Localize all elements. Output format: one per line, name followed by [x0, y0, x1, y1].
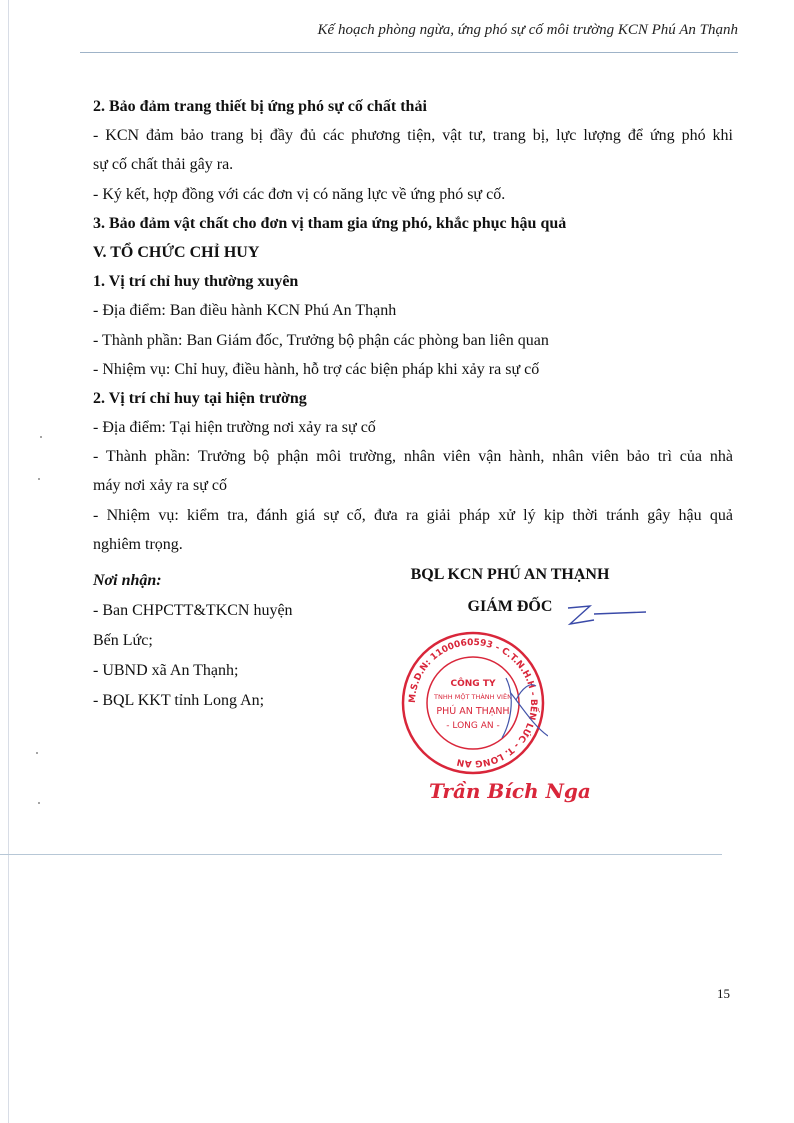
section-heading: 2. Vị trí chỉ huy tại hiện trường — [93, 389, 307, 407]
page-number: 15 — [717, 986, 730, 1001]
initial-mark-icon — [560, 600, 650, 630]
paragraph-line: - Ký kết, hợp đồng với các đơn vị có năng lực về ứng phó sự cố. — [93, 185, 506, 203]
paragraph-line: - Địa điểm: Ban điều hành KCN Phú An Thạnh — [93, 302, 397, 320]
scan-speck — [38, 802, 40, 804]
seal-line: - LONG AN - — [446, 721, 500, 731]
paragraph-line: - Thành phần: Ban Giám đốc, Trưởng bộ phận các phòng ban liên quan — [93, 331, 549, 349]
recipient-item: - Ban CHPCTT&TKCN huyện — [93, 602, 293, 619]
paragraph-line: máy nơi xảy ra sự cố — [93, 477, 227, 495]
seal-ring-text: M.S.D.N: 1100060593 - C.T.N.H.H - BẾN LỨC - T. LONG AN — [407, 637, 539, 769]
scan-margin-line — [8, 0, 9, 1123]
document-body — [93, 92, 733, 559]
section-heading: 3. Bảo đảm vật chất cho đơn vị tham gia ứng phó, khắc phục hậu quả — [93, 214, 567, 232]
paragraph-line: - Nhiệm vụ: Chỉ huy, điều hành, hỗ trợ các biện pháp khi xảy ra sự cố — [93, 360, 540, 378]
chapter-heading: V. TỔ CHỨC CHỈ HUY — [93, 243, 260, 261]
recipient-item: - BQL KKT tỉnh Long An; — [93, 692, 265, 709]
running-header: Kế hoạch phòng ngừa, ứng phó sự cố môi trường KCN Phú An Thạnh — [317, 22, 738, 38]
paragraph-line: nghiêm trọng. — [93, 535, 183, 553]
paragraph-line: - KCN đảm bảo trang bị đầy đủ các phương tiện, vật tư, trang bị, lực lượng để ứng phó khi — [93, 127, 733, 145]
company-seal — [398, 628, 548, 778]
paragraph-line: - Địa điểm: Tại hiện trường nơi xảy ra sự cố — [93, 419, 376, 437]
paragraph-line: sự cố chất thải gây ra. — [93, 156, 234, 174]
scan-speck — [38, 478, 40, 480]
section-heading: 1. Vị trí chỉ huy thường xuyên — [93, 273, 299, 291]
scan-speck — [40, 436, 42, 438]
section-heading: 2. Bảo đảm trang thiết bị ứng phó sự cố chất thải — [93, 98, 427, 115]
scan-speck — [36, 752, 38, 754]
recipients-heading: Nơi nhận: — [93, 572, 162, 589]
seal-line: PHÚ AN THẠNH — [436, 706, 510, 717]
seal-line: CÔNG TY — [450, 679, 496, 689]
seal-line: TNHH MỘT THÀNH VIÊN — [434, 693, 512, 701]
paragraph-line: - Nhiệm vụ: kiểm tra, đánh giá sự cố, đưa ra giải pháp xử lý kịp thời tránh gây hậu quả — [93, 506, 733, 524]
signature-role: GIÁM ĐỐC — [467, 598, 553, 615]
bottom-divider — [0, 854, 722, 855]
signature-name: Trần Bích Nga — [429, 779, 591, 803]
handwritten-signature — [425, 770, 605, 810]
signature-organization: BQL KCN PHÚ AN THẠNH — [410, 566, 610, 583]
recipient-item: Bến Lức; — [93, 632, 153, 649]
recipients-block — [93, 566, 353, 716]
header-rule — [80, 52, 738, 53]
recipient-item: - UBND xã An Thạnh; — [93, 662, 239, 679]
paragraph-line: - Thành phần: Trưởng bộ phận môi trường, nhân viên vận hành, nhân viên bảo trì của nhà — [93, 448, 733, 466]
